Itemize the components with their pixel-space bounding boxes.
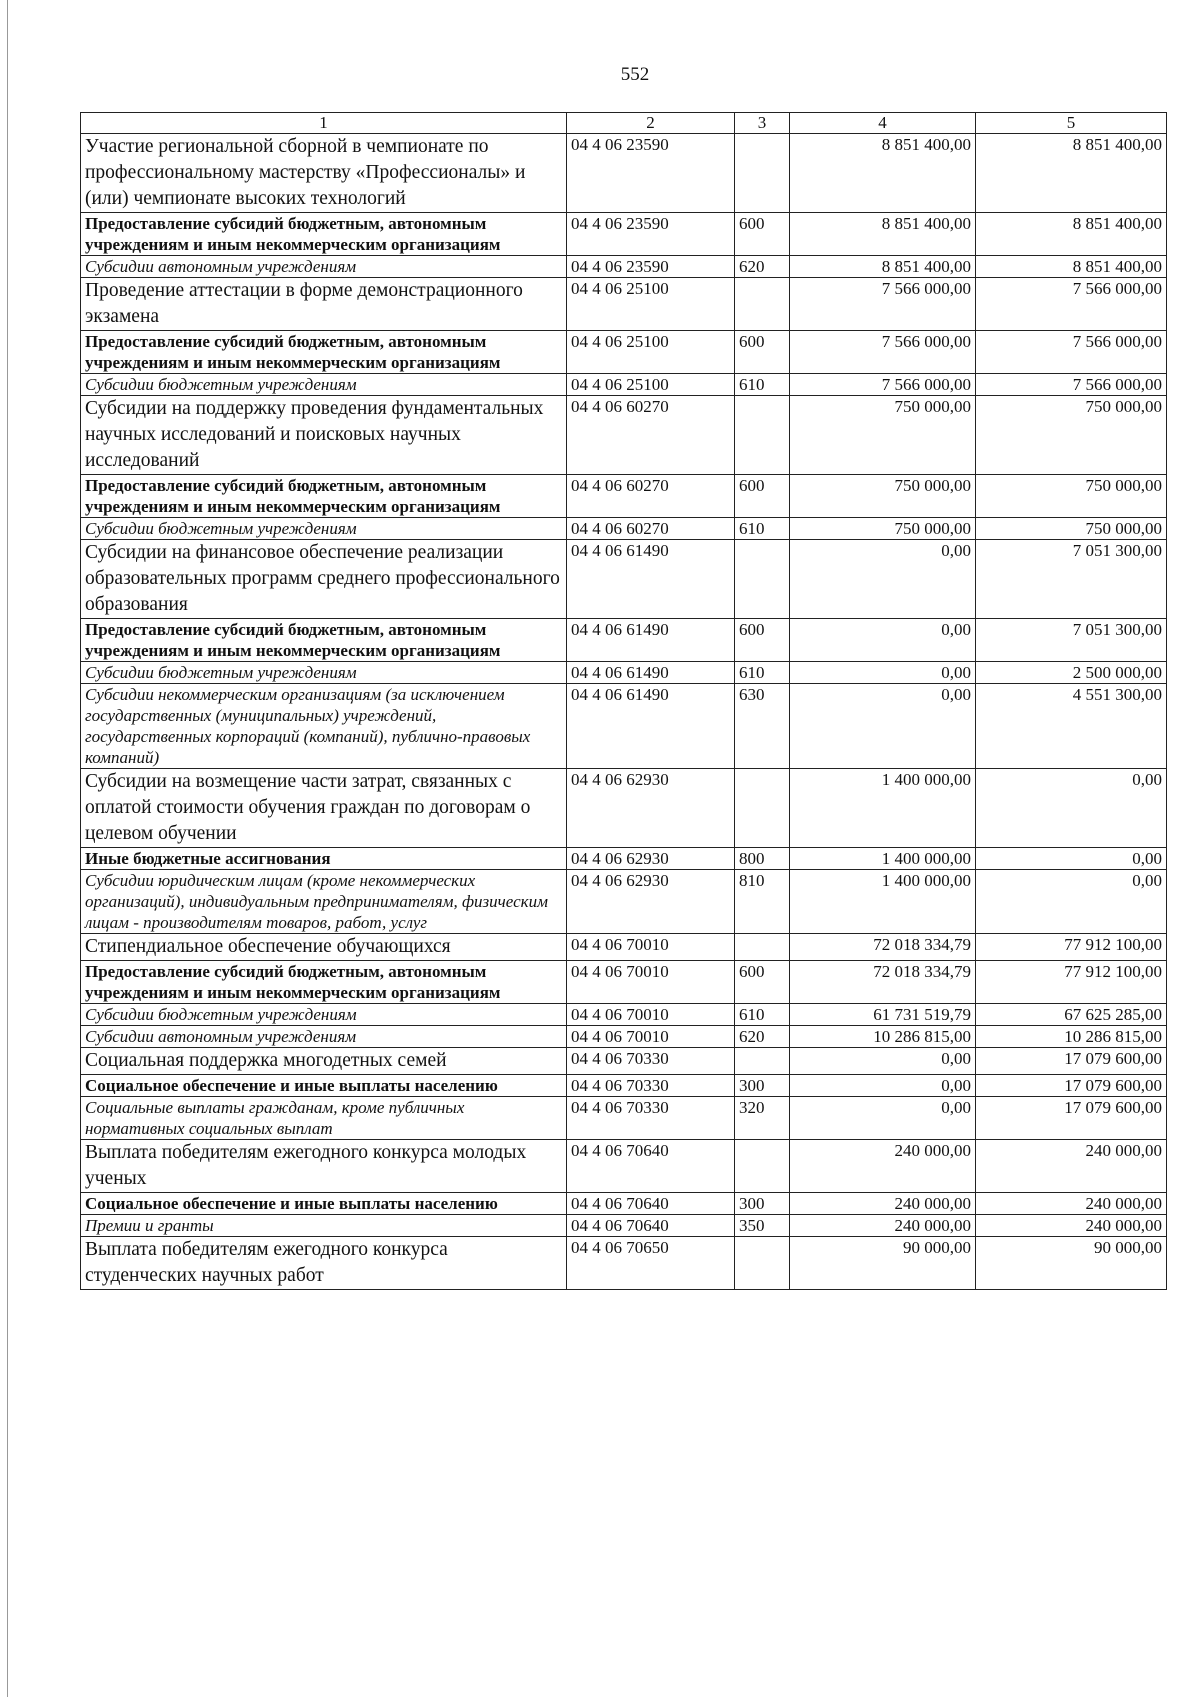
row-amount-year2-cell: 77 912 100,00 bbox=[976, 934, 1167, 961]
row-expense-type-cell: 610 bbox=[735, 662, 790, 684]
row-expense-type-cell: 610 bbox=[735, 374, 790, 396]
row-code-cell: 04 4 06 70010 bbox=[567, 961, 735, 1004]
row-amount-year2-cell: 750 000,00 bbox=[976, 396, 1167, 475]
row-expense-type-cell: 600 bbox=[735, 331, 790, 374]
row-amount-year1-cell: 1 400 000,00 bbox=[790, 769, 976, 848]
row-amount-year1-cell: 7 566 000,00 bbox=[790, 278, 976, 331]
row-code-cell: 04 4 06 70330 bbox=[567, 1075, 735, 1097]
row-name-cell: Предоставление субсидий бюджетным, автономным учреждениям и иным некоммерческим организациям bbox=[81, 961, 567, 1004]
table-row bbox=[81, 848, 1167, 870]
table-row bbox=[81, 1026, 1167, 1048]
row-name-cell: Стипендиальное обеспечение обучающихся bbox=[81, 934, 567, 961]
row-expense-type-cell: 300 bbox=[735, 1075, 790, 1097]
table-row bbox=[81, 518, 1167, 540]
row-amount-year1-cell: 8 851 400,00 bbox=[790, 256, 976, 278]
row-code-cell: 04 4 06 61490 bbox=[567, 662, 735, 684]
row-code-cell: 04 4 06 25100 bbox=[567, 278, 735, 331]
table-row bbox=[81, 870, 1167, 934]
table-row bbox=[81, 1097, 1167, 1140]
row-amount-year1-cell: 7 566 000,00 bbox=[790, 374, 976, 396]
row-name-cell: Социальное обеспечение и иные выплаты населению bbox=[81, 1193, 567, 1215]
row-expense-type-cell: 800 bbox=[735, 848, 790, 870]
row-amount-year1-cell: 0,00 bbox=[790, 1048, 976, 1075]
row-name-cell: Премии и гранты bbox=[81, 1215, 567, 1237]
row-amount-year2-cell: 7 051 300,00 bbox=[976, 619, 1167, 662]
row-amount-year1-cell: 7 566 000,00 bbox=[790, 331, 976, 374]
row-code-cell: 04 4 06 23590 bbox=[567, 213, 735, 256]
row-amount-year2-cell: 240 000,00 bbox=[976, 1215, 1167, 1237]
table-row bbox=[81, 1004, 1167, 1026]
table-row bbox=[81, 961, 1167, 1004]
row-amount-year1-cell: 8 851 400,00 bbox=[790, 134, 976, 213]
row-amount-year1-cell: 240 000,00 bbox=[790, 1215, 976, 1237]
row-code-cell: 04 4 06 60270 bbox=[567, 518, 735, 540]
row-name-cell: Субсидии на финансовое обеспечение реализации образовательных программ среднего профессионального образования bbox=[81, 540, 567, 619]
row-amount-year2-cell: 10 286 815,00 bbox=[976, 1026, 1167, 1048]
row-expense-type-cell: 620 bbox=[735, 1026, 790, 1048]
row-name-cell: Субсидии на возмещение части затрат, связанных с оплатой стоимости обучения граждан по договорам о целевом обучении bbox=[81, 769, 567, 848]
row-expense-type-cell: 600 bbox=[735, 619, 790, 662]
header-col-5: 5 bbox=[976, 113, 1167, 134]
header-col-4: 4 bbox=[790, 113, 976, 134]
row-code-cell: 04 4 06 70010 bbox=[567, 934, 735, 961]
row-amount-year2-cell: 77 912 100,00 bbox=[976, 961, 1167, 1004]
row-amount-year1-cell: 10 286 815,00 bbox=[790, 1026, 976, 1048]
row-name-cell: Субсидии бюджетным учреждениям bbox=[81, 1004, 567, 1026]
row-amount-year1-cell: 1 400 000,00 bbox=[790, 870, 976, 934]
row-expense-type-cell: 320 bbox=[735, 1097, 790, 1140]
table-row bbox=[81, 1075, 1167, 1097]
row-expense-type-cell bbox=[735, 1237, 790, 1290]
row-name-cell: Субсидии автономным учреждениям bbox=[81, 256, 567, 278]
row-amount-year2-cell: 750 000,00 bbox=[976, 475, 1167, 518]
table-row bbox=[81, 769, 1167, 848]
budget-table bbox=[80, 112, 1167, 1290]
row-code-cell: 04 4 06 70640 bbox=[567, 1140, 735, 1193]
row-amount-year2-cell: 240 000,00 bbox=[976, 1193, 1167, 1215]
row-code-cell: 04 4 06 61490 bbox=[567, 619, 735, 662]
row-name-cell: Проведение аттестации в форме демонстрационного экзамена bbox=[81, 278, 567, 331]
row-name-cell: Предоставление субсидий бюджетным, автономным учреждениям и иным некоммерческим организациям bbox=[81, 331, 567, 374]
row-amount-year1-cell: 72 018 334,79 bbox=[790, 961, 976, 1004]
row-amount-year2-cell: 4 551 300,00 bbox=[976, 684, 1167, 769]
row-amount-year1-cell: 1 400 000,00 bbox=[790, 848, 976, 870]
table-row bbox=[81, 619, 1167, 662]
row-expense-type-cell: 600 bbox=[735, 213, 790, 256]
row-code-cell: 04 4 06 70010 bbox=[567, 1004, 735, 1026]
row-expense-type-cell bbox=[735, 278, 790, 331]
row-expense-type-cell: 350 bbox=[735, 1215, 790, 1237]
row-amount-year2-cell: 90 000,00 bbox=[976, 1237, 1167, 1290]
row-amount-year1-cell: 0,00 bbox=[790, 662, 976, 684]
row-amount-year2-cell: 7 566 000,00 bbox=[976, 374, 1167, 396]
table-row bbox=[81, 540, 1167, 619]
row-amount-year2-cell: 17 079 600,00 bbox=[976, 1075, 1167, 1097]
row-name-cell: Предоставление субсидий бюджетным, автономным учреждениям и иным некоммерческим организациям bbox=[81, 619, 567, 662]
row-code-cell: 04 4 06 62930 bbox=[567, 870, 735, 934]
table-row bbox=[81, 1237, 1167, 1290]
row-code-cell: 04 4 06 70330 bbox=[567, 1097, 735, 1140]
table-row bbox=[81, 396, 1167, 475]
row-amount-year2-cell: 17 079 600,00 bbox=[976, 1048, 1167, 1075]
row-code-cell: 04 4 06 70640 bbox=[567, 1215, 735, 1237]
row-amount-year2-cell: 7 566 000,00 bbox=[976, 278, 1167, 331]
row-expense-type-cell: 600 bbox=[735, 961, 790, 1004]
header-col-2: 2 bbox=[567, 113, 735, 134]
table-row bbox=[81, 934, 1167, 961]
row-amount-year2-cell: 8 851 400,00 bbox=[976, 134, 1167, 213]
scan-edge-line bbox=[7, 0, 8, 1697]
row-expense-type-cell bbox=[735, 1048, 790, 1075]
row-amount-year1-cell: 0,00 bbox=[790, 684, 976, 769]
row-expense-type-cell: 620 bbox=[735, 256, 790, 278]
row-name-cell: Иные бюджетные ассигнования bbox=[81, 848, 567, 870]
row-expense-type-cell: 610 bbox=[735, 1004, 790, 1026]
row-amount-year1-cell: 8 851 400,00 bbox=[790, 213, 976, 256]
row-expense-type-cell bbox=[735, 1140, 790, 1193]
row-expense-type-cell: 610 bbox=[735, 518, 790, 540]
row-expense-type-cell bbox=[735, 134, 790, 213]
row-amount-year2-cell: 0,00 bbox=[976, 848, 1167, 870]
row-amount-year2-cell: 67 625 285,00 bbox=[976, 1004, 1167, 1026]
row-amount-year1-cell: 90 000,00 bbox=[790, 1237, 976, 1290]
row-amount-year1-cell: 750 000,00 bbox=[790, 396, 976, 475]
row-amount-year1-cell: 240 000,00 bbox=[790, 1193, 976, 1215]
row-amount-year2-cell: 7 051 300,00 bbox=[976, 540, 1167, 619]
table-row bbox=[81, 1215, 1167, 1237]
column-number-header bbox=[81, 113, 1167, 134]
row-amount-year1-cell: 0,00 bbox=[790, 619, 976, 662]
row-expense-type-cell bbox=[735, 540, 790, 619]
row-code-cell: 04 4 06 62930 bbox=[567, 848, 735, 870]
row-code-cell: 04 4 06 25100 bbox=[567, 331, 735, 374]
row-amount-year2-cell: 2 500 000,00 bbox=[976, 662, 1167, 684]
row-amount-year1-cell: 61 731 519,79 bbox=[790, 1004, 976, 1026]
row-code-cell: 04 4 06 25100 bbox=[567, 374, 735, 396]
row-name-cell: Социальная поддержка многодетных семей bbox=[81, 1048, 567, 1075]
table-row bbox=[81, 1140, 1167, 1193]
row-amount-year2-cell: 17 079 600,00 bbox=[976, 1097, 1167, 1140]
row-name-cell: Субсидии бюджетным учреждениям bbox=[81, 662, 567, 684]
row-amount-year2-cell: 7 566 000,00 bbox=[976, 331, 1167, 374]
table-row bbox=[81, 278, 1167, 331]
row-code-cell: 04 4 06 70650 bbox=[567, 1237, 735, 1290]
row-name-cell: Субсидии автономным учреждениям bbox=[81, 1026, 567, 1048]
table-row bbox=[81, 684, 1167, 769]
row-amount-year1-cell: 0,00 bbox=[790, 540, 976, 619]
row-amount-year2-cell: 8 851 400,00 bbox=[976, 256, 1167, 278]
row-code-cell: 04 4 06 60270 bbox=[567, 396, 735, 475]
row-code-cell: 04 4 06 70640 bbox=[567, 1193, 735, 1215]
row-amount-year2-cell: 750 000,00 bbox=[976, 518, 1167, 540]
row-expense-type-cell: 810 bbox=[735, 870, 790, 934]
row-name-cell: Субсидии бюджетным учреждениям bbox=[81, 518, 567, 540]
row-name-cell: Субсидии юридическим лицам (кроме некоммерческих организаций), индивидуальным предпринимателям, физическим лицам - производителям товаров, работ, услуг bbox=[81, 870, 567, 934]
row-name-cell: Субсидии некоммерческим организациям (за исключением государственных (муниципальных) учреждений, государственных корпораций (компаний), публично-правовых компаний) bbox=[81, 684, 567, 769]
page-number: 552 bbox=[620, 64, 650, 85]
row-expense-type-cell: 600 bbox=[735, 475, 790, 518]
table-row bbox=[81, 331, 1167, 374]
row-amount-year2-cell: 8 851 400,00 bbox=[976, 213, 1167, 256]
table-row bbox=[81, 256, 1167, 278]
row-expense-type-cell bbox=[735, 769, 790, 848]
row-code-cell: 04 4 06 23590 bbox=[567, 256, 735, 278]
row-code-cell: 04 4 06 61490 bbox=[567, 684, 735, 769]
table-row bbox=[81, 475, 1167, 518]
row-amount-year1-cell: 750 000,00 bbox=[790, 475, 976, 518]
table-row bbox=[81, 1193, 1167, 1215]
row-amount-year1-cell: 240 000,00 bbox=[790, 1140, 976, 1193]
row-name-cell: Участие региональной сборной в чемпионате по профессиональному мастерству «Профессионалы» и (или) чемпионате высоких технологий bbox=[81, 134, 567, 213]
row-code-cell: 04 4 06 60270 bbox=[567, 475, 735, 518]
row-code-cell: 04 4 06 61490 bbox=[567, 540, 735, 619]
row-name-cell: Субсидии на поддержку проведения фундаментальных научных исследований и поисковых научных исследований bbox=[81, 396, 567, 475]
row-amount-year1-cell: 0,00 bbox=[790, 1075, 976, 1097]
row-amount-year2-cell: 0,00 bbox=[976, 769, 1167, 848]
row-name-cell: Предоставление субсидий бюджетным, автономным учреждениям и иным некоммерческим организациям bbox=[81, 475, 567, 518]
row-code-cell: 04 4 06 70010 bbox=[567, 1026, 735, 1048]
row-code-cell: 04 4 06 62930 bbox=[567, 769, 735, 848]
row-expense-type-cell: 630 bbox=[735, 684, 790, 769]
row-amount-year1-cell: 0,00 bbox=[790, 1097, 976, 1140]
table-row bbox=[81, 374, 1167, 396]
table-row bbox=[81, 1048, 1167, 1075]
row-amount-year2-cell: 240 000,00 bbox=[976, 1140, 1167, 1193]
row-expense-type-cell bbox=[735, 396, 790, 475]
table-row bbox=[81, 213, 1167, 256]
table-row bbox=[81, 662, 1167, 684]
row-code-cell: 04 4 06 23590 bbox=[567, 134, 735, 213]
row-expense-type-cell: 300 bbox=[735, 1193, 790, 1215]
row-name-cell: Социальные выплаты гражданам, кроме публичных нормативных социальных выплат bbox=[81, 1097, 567, 1140]
row-amount-year1-cell: 72 018 334,79 bbox=[790, 934, 976, 961]
table-row bbox=[81, 134, 1167, 213]
row-name-cell: Предоставление субсидий бюджетным, автономным учреждениям и иным некоммерческим организациям bbox=[81, 213, 567, 256]
row-code-cell: 04 4 06 70330 bbox=[567, 1048, 735, 1075]
row-amount-year1-cell: 750 000,00 bbox=[790, 518, 976, 540]
header-col-3: 3 bbox=[735, 113, 790, 134]
row-amount-year2-cell: 0,00 bbox=[976, 870, 1167, 934]
row-name-cell: Социальное обеспечение и иные выплаты населению bbox=[81, 1075, 567, 1097]
row-name-cell: Выплата победителям ежегодного конкурса молодых ученых bbox=[81, 1140, 567, 1193]
row-name-cell: Выплата победителям ежегодного конкурса студенческих научных работ bbox=[81, 1237, 567, 1290]
budget-table-body bbox=[81, 113, 1167, 1290]
row-expense-type-cell bbox=[735, 934, 790, 961]
row-name-cell: Субсидии бюджетным учреждениям bbox=[81, 374, 567, 396]
header-col-1: 1 bbox=[81, 113, 567, 134]
